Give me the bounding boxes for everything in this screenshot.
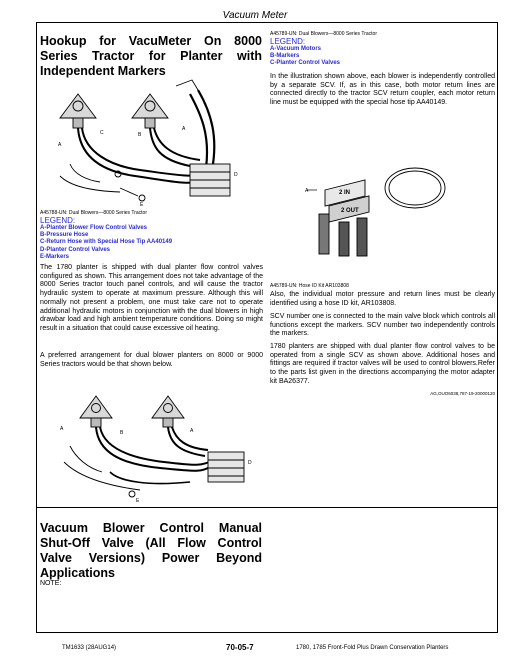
figure-c-illustration: [305, 160, 455, 260]
section1-right-border: [497, 22, 498, 507]
paragraph-scv-numbers: SCV number one is connected to the main valve block which controls all functions except the markers. SCV number two independently controls the markers.: [270, 313, 495, 338]
paragraph-blower-scv: In the illustration shown above, each blower is independently controlled by a separate SCV. If, as in this case, both motor return lines are connected directly to the tractor SCV return coupler, each motor return line must be equipped with the special hose tip AA40149.: [270, 73, 495, 107]
legend-item: B-Pressure Hose: [40, 232, 89, 239]
svg-text:D: D: [234, 172, 238, 178]
paragraph-hose-id-kit: Also, the individual motor pressure and return lines must be clearly identified using a hose ID kit, AR103808.: [270, 291, 495, 307]
paragraph-preferred-arrangement: A preferred arrangement for dual blower planters on 8000 or 9000 Series tractors would be that shown below.: [40, 352, 263, 368]
paragraph-shipped-config: 1780 planters are shipped with dual planter flow control valves to be operated from a single SCV as shown above. Additional hoses and fittings are required if tractor valves will be used to control blowers.Refer to the parts list given in the directions accompanying the motor adapter kit BA26377.: [270, 343, 495, 385]
legend-item: C-Planter Control Valves: [270, 60, 341, 67]
figure-a-legend-head: LEGEND:: [270, 37, 306, 46]
figure-b-illustration: [40, 76, 262, 208]
svg-text:E: E: [136, 498, 140, 504]
figure-b-caption: A45788-UN: Dual Blowers—8000 Series Tractor: [40, 210, 147, 216]
header-rule: [36, 22, 498, 23]
legend-item: A-Planter Blower Flow Control Valves: [40, 225, 148, 231]
legend-item: E-Markers: [40, 253, 70, 260]
paragraph-1780-flow-valves: The 1780 planter is shipped with dual planter flow control valves configured as shown. This arrangement does not take advantage of the 8000 Series tractor touch panel controls, and will cause the tractor hydraulic system to operate at maximum pressure. Although this will normally not present a problem, one must take care not to operate additional hydraulic motors in conjunction with the dual blowers in high drawbar load and high ambient temperature conditions. Doing so might result in a situation that could cause excessive oil heating.: [40, 264, 263, 332]
figure-c-label-a: A: [305, 188, 309, 194]
svg-text:2 OUT: 2 OUT: [341, 208, 359, 214]
svg-text:2 IN: 2 IN: [339, 190, 351, 196]
legend-item: C-Return Hose with Special Hose Tip AA40149: [40, 239, 173, 246]
figure-b-legend-head: LEGEND:: [40, 216, 76, 225]
section-divider: [36, 507, 498, 508]
reference-code: AG,OUO6038,787-19-20000120: [430, 391, 495, 396]
footer-manual-id: TM1633 (28AUG14): [62, 645, 117, 651]
page-header-title: Vacuum Meter: [222, 10, 288, 21]
svg-text:D: D: [248, 460, 252, 466]
legend-item: D-Planter Control Valves: [40, 246, 111, 253]
section2-note-label: NOTE:: [40, 580, 62, 587]
section1-title: Hookup for VacuMeter On 8000 Series Tractor for Planter with Independent Markers: [40, 34, 262, 78]
legend-item: B-Markers: [270, 53, 300, 60]
figure-a-caption: A45789-UN: Dual Blowers—8000 Series Tractor: [270, 31, 377, 37]
svg-text:A: A: [182, 126, 186, 132]
svg-text:B: B: [120, 430, 124, 436]
section2-title: Vacuum Blower Control Manual Shut-Off Valve (All Flow Control Valve Versions) Power Beyond Applications: [40, 521, 262, 580]
svg-text:E: E: [140, 202, 144, 208]
figure-c-caption: A45789-UN: Hose ID Kit AR103808: [270, 283, 349, 289]
svg-text:B: B: [138, 132, 142, 138]
legend-item: A-Vacuum Motors: [270, 46, 322, 52]
svg-text:A: A: [60, 426, 64, 432]
footer-page-number: 70-05-7: [226, 643, 254, 652]
figure-a-legend: [270, 31, 496, 68]
svg-text:A: A: [58, 142, 62, 148]
svg-text:C: C: [100, 130, 104, 136]
section2-left-border: [36, 507, 37, 632]
footer-product-title: 1780, 1785 Front-Fold Plus Drawn Conservation Planters: [296, 645, 449, 651]
footer-rule: [36, 632, 498, 633]
figure-d-illustration: [40, 382, 262, 504]
figure-b-legend: [40, 210, 262, 261]
section1-left-border: [36, 22, 37, 507]
svg-text:A: A: [190, 428, 194, 434]
section2-right-border: [497, 507, 498, 632]
